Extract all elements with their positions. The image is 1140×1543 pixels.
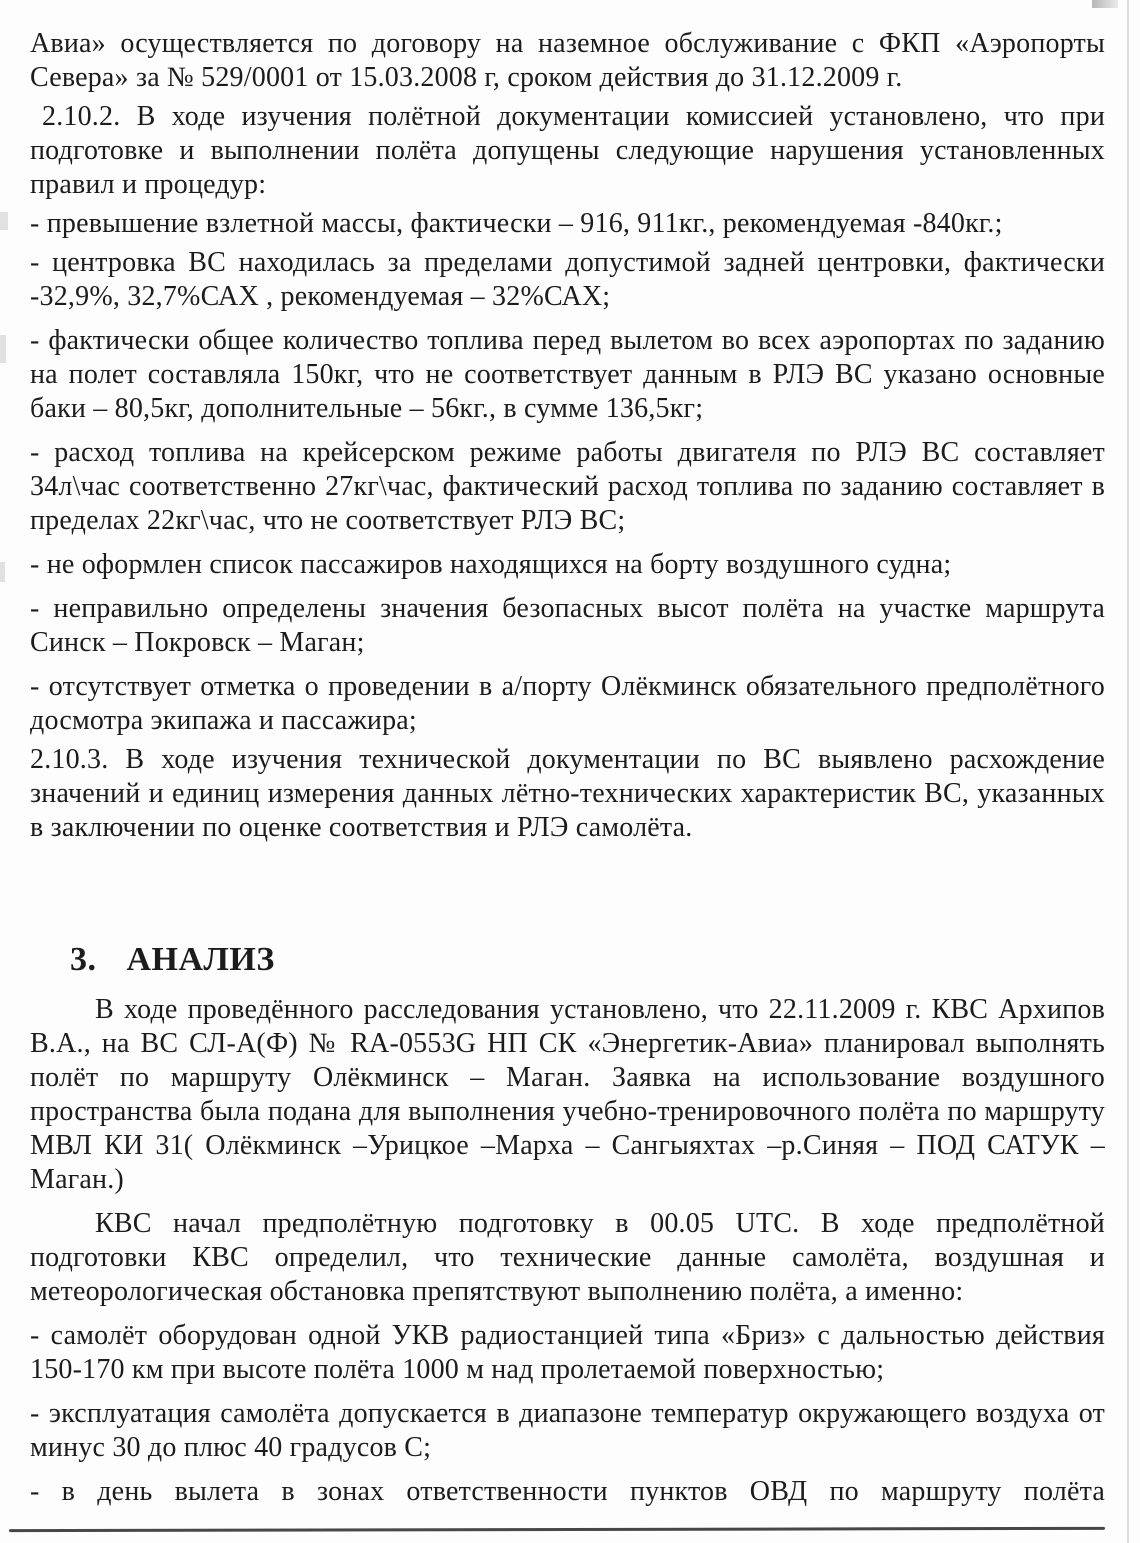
analysis-paragraph: В ходе проведённого расследования установлено, что 22.11.2009 г. КВС Архипов В.А., на ВС СЛ-А(Ф) № RA-0553G НП СК «Энергетик-Авиа» планировал выполнять полёт по маршруту Олёкминск – Маган. Заявка на использование воздушного пространства была подана для выполнения учебно-тренировочного полёта по маршруту МВЛ КИ 31( Олёкминск –Урицкое –Марха – Сангыяхтах –р.Синяя – ПОД САТУК – Маган.) bbox=[30, 994, 1105, 1195]
analysis-item: - эксплуатация самолёта допускается в диапазоне температур окружающего воздуха от минус 30 до плюс 40 градусов С; bbox=[30, 1398, 1105, 1463]
scan-artifact-right-edge bbox=[1127, 0, 1129, 1543]
violation-item: - расход топлива на крейсерском режиме работы двигателя по РЛЭ ВС составляет 34л\час соответственно 27кг\час, фактический расход топлива по заданию составляет в пределах 22кг\час, что не соответствует РЛЭ ВС; bbox=[30, 437, 1105, 536]
analysis-item: - в день вылета в зонах ответственности пунктов ОВД по маршруту полёта bbox=[30, 1476, 1105, 1507]
analysis-section-heading bbox=[70, 941, 1105, 979]
scan-artifact-left-edge bbox=[0, 562, 5, 582]
scan-artifact-left-edge bbox=[0, 335, 6, 363]
paragraph-section-2-10-2: 2.10.2. В ходе изучения полётной документации комиссией установлено, что при подготовке и выполнении полёта допущены следующие нарушения установленных правил и процедур: bbox=[30, 101, 1105, 200]
violation-item: - неправильно определены значения безопасных высот полёта на участке маршрута Синск – Покровск – Маган; bbox=[30, 593, 1105, 658]
scan-artifact-left-edge bbox=[0, 212, 8, 230]
violation-item: - фактически общее количество топлива перед вылетом во всех аэропортах по заданию на полет составляла 150кг, что не соответствует данным в РЛЭ ВС указано основные баки – 80,5кг, дополнительные – 56кг., в сумме 136,5кг; bbox=[30, 325, 1105, 424]
violation-item: - превышение взлетной массы, фактически – 916, 911кг., рекомендуемая -840кг.; bbox=[30, 208, 1003, 239]
analysis-paragraph: КВС начал предполётную подготовку в 00.05 UTC. В ходе предполётной подготовки КВС определил, что технические данные самолёта, воздушная и метеорологическая обстановка препятствуют выполнению полёта, а именно: bbox=[30, 1208, 1105, 1307]
heading-number: 3. bbox=[70, 941, 97, 978]
scan-artifact-top-right bbox=[1092, 0, 1118, 8]
violation-item: - центровка ВС находилась за пределами допустимой задней центровки, фактически -32,9%, 32,7%САХ , рекомендуемая – 32%САХ; bbox=[30, 247, 1105, 312]
paragraph-section-2-10-3: 2.10.3. В ходе изучения технической документации по ВС выявлено расхождение значений и единиц измерения данных лётно-технических характеристик ВС, указанных в заключении по оценке соответствия и РЛЭ самолёта. bbox=[30, 744, 1105, 843]
analysis-item: - самолёт оборудован одной УКВ радиостанцией типа «Бриз» с дальностью действия 150-170 км при высоте полёта 1000 м над пролетаемой поверхностью; bbox=[30, 1320, 1105, 1385]
violation-item: - отсутствует отметка о проведении в а/порту Олёкминск обязательного предполётного досмотра экипажа и пассажира; bbox=[30, 671, 1105, 736]
violation-item: - не оформлен список пассажиров находящихся на борту воздушного судна; bbox=[30, 549, 952, 580]
paragraph: Авиа» осуществляется по договору на наземное обслуживание с ФКП «Аэропорты Севера» за № 529/0001 от 15.03.2008 г, сроком действия до 31.12.2009 г. bbox=[30, 28, 1105, 93]
document-body bbox=[30, 27, 1105, 1514]
heading-title: АНАЛИЗ bbox=[126, 941, 275, 978]
scan-artifact-bottom-line bbox=[9, 1527, 1105, 1532]
